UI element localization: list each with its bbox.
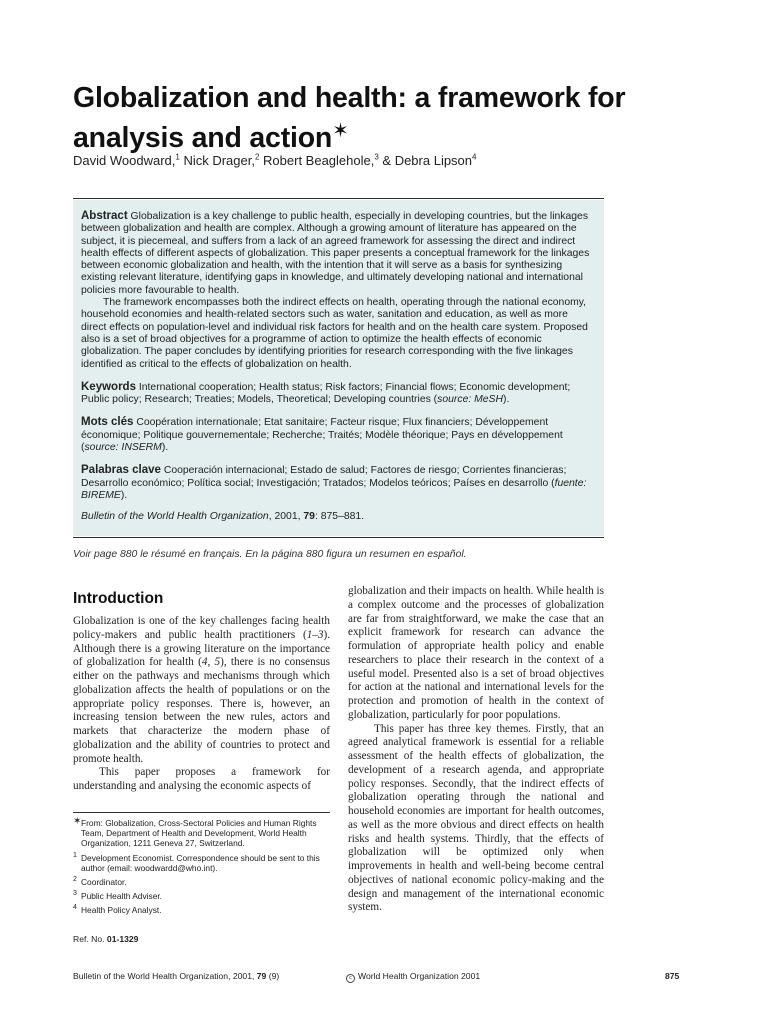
body-column-right: [348, 585, 604, 915]
footnote-mark: ✶: [73, 816, 82, 827]
footer-issue: (9): [266, 971, 280, 981]
keywords-label: Keywords: [81, 380, 136, 393]
abstract-paragraph-2: The framework encompasses both the indirect effects on health, operating through the national economy, household economies and health-related sectors such as water, sanitation and education, as well as more direct effects on population-level and individual risk factors for health and on the health care system. Proposed also is a set of broad objectives for a programme of action to optimize the health effects of economic globalization. The paper concludes by identifying priorities for research corresponding with the five linkages identified as critical to the effects of globalization on health.: [81, 297, 588, 370]
footnote-mark: 2: [73, 876, 77, 884]
author-name: David Woodward,: [73, 153, 176, 169]
keywords-source: source: MeSH: [437, 394, 503, 406]
palabras-clave-end: ).: [120, 489, 128, 501]
citation-journal: Bulletin of the World Health Organization: [81, 511, 269, 523]
author-affiliation-mark: 3: [374, 153, 379, 162]
section-heading-introduction: Introduction: [73, 590, 164, 607]
author-name: Robert Beaglehole,: [259, 153, 375, 169]
intro-paragraph-2-continued: globalization and their impacts on health. While health is a complex outcome and the processes of globalization are far from straightforward, we make the case that an explicit framework for research can advance the formulation of appropriate health policy and enable researchers to place their research in the context of a useful model. Presented also is a set of broad objectives for action at the national and international levels for the protection and promotion of health in the context of globalization, particularly for poor populations.: [348, 585, 604, 721]
author-3: [259, 153, 378, 168]
citation-ref: 4, 5: [201, 656, 221, 669]
footer-volume: 79: [256, 971, 267, 981]
title-star-mark: ✶: [332, 120, 349, 142]
translation-note: Voir page 880 le résumé en français. En la página 880 figura un resumen en español.: [73, 549, 467, 560]
author-affiliation-mark: 1: [175, 153, 180, 162]
intro-paragraph-1: [73, 615, 330, 766]
footnote-text: Public Health Adviser.: [81, 891, 163, 902]
footnote-divider: [73, 812, 330, 813]
author-4: [379, 153, 477, 168]
mots-cles-label: Mots clés: [81, 416, 134, 429]
abstract-box: [73, 200, 604, 536]
footer-journal-text: Bulletin of the World Health Organization, 2001,: [73, 971, 257, 981]
footnote-star: [73, 818, 335, 849]
author-affiliation-mark: 4: [472, 153, 477, 162]
palabras-clave-label: Palabras clave: [81, 464, 161, 477]
abstract-text-1: Globalization is a key challenge to public health, especially in developing countries, but the linkages between globalization and health are complex. Although a growing amount of literature has appeared on the subject, it is piecemeal, and suffers from a lack of an agreed framework for assessing the direct and indirect health effects of different aspects of globalization. This paper presents a conceptual framework for the linkages between economic globalization and health, with the intention that it will serve as a basis for synthesizing existing relevant literature, identifying gaps in knowledge, and ultimately developing national and international policies more favourable to health.: [81, 211, 590, 296]
article-title-text: Globalization and health: a framework for analysis and action: [73, 82, 626, 154]
article-title: [73, 82, 693, 155]
keywords-end: ).: [503, 394, 510, 406]
reference-number: [73, 934, 138, 944]
citation-pages: : 875–881.: [314, 511, 365, 523]
footnote-mark: 3: [73, 890, 77, 898]
footnote-text: From: Globalization, Cross-Sectoral Policies and Human Rights Team, Department of Health and Development, World Health Organization, 1211 Geneva 27, Switzerland.: [81, 818, 317, 849]
abstract-bottom-divider: [73, 537, 604, 538]
footnotes: [73, 818, 335, 920]
intro-text: Globalization is one of the key challenges facing health policy-makers and public health practitioners (: [73, 615, 330, 641]
citation-line: [81, 511, 596, 523]
mots-cles-end: ).: [161, 442, 169, 454]
footnote-4: [73, 905, 335, 915]
mots-cles-text: Coopération internationale; Etat sanitaire; Facteur risque; Flux financiers; Développement économique; Politique gouvernementale; Recherche; Traités; Modèle théorique; Pays en développement (: [81, 417, 563, 454]
mots-cles-block: [81, 416, 596, 454]
intro-text: ), there is no consensus either on the pathways and mechanisms through which globalization affects the health of populations or on the appropriate policy responses. There is, however, an increasing tension between the new rules, actors and markets that characterize the modern phase of globalization and the ability of countries to protect and promote health.: [73, 656, 330, 765]
citation-ref: 1–3: [306, 628, 324, 641]
body-column-left: [73, 615, 330, 794]
author-1: [73, 153, 180, 168]
footnote-mark: 1: [73, 851, 77, 859]
page-number: 875: [665, 971, 680, 981]
intro-paragraph-3: This paper has three key themes. Firstly, that an agreed analytical framework is essential for a reliable assessment of the health effects of globalization, the development of a research agenda, and appropriate policy responses. Secondly, that the indirect effects of globalization operating through the national and household economies are important for health outcomes, as well as the more obvious and direct effects on health risks and health systems. Thirdly, that the effects of globalization will be optimized only when improvements in health and well-being become central objectives of national economic policy-making and the design and management of the international economic system.: [348, 722, 604, 914]
footnote-text: Health Policy Analyst.: [81, 905, 162, 916]
intro-paragraph-2: This paper proposes a framework for understanding and analysing the economic aspects of: [73, 766, 330, 792]
footnote-mark: 4: [73, 904, 77, 912]
abstract-label: Abstract: [81, 210, 128, 222]
ref-label: Ref. No.: [73, 934, 107, 944]
author-list: [73, 150, 693, 169]
keywords-block: [81, 381, 596, 407]
author-name: Nick Drager,: [179, 153, 255, 169]
top-divider: [73, 198, 604, 199]
palabras-clave-source: fuente: BIREME: [81, 477, 587, 501]
abstract-paragraph-1: [81, 210, 596, 297]
footnote-text: Development Economist. Correspondence should be sent to this author (email: woodwardd@who.int).: [81, 852, 320, 873]
footer-copyright: [346, 971, 480, 983]
footnote-2: [73, 877, 335, 887]
footnote-3: [73, 891, 335, 901]
keywords-text: International cooperation; Health status; Risk factors; Financial flows; Economic development; Public policy; Research; Treaties; Models, Theoretical; Developing countries (: [81, 381, 571, 406]
footer-journal: [73, 971, 279, 981]
copyright-icon: c: [346, 974, 355, 983]
author-name: & Debra Lipson: [378, 153, 473, 169]
footnote-text: Coordinator.: [81, 877, 127, 888]
author-2: [180, 153, 260, 168]
author-affiliation-mark: 2: [254, 153, 260, 162]
palabras-clave-text: Cooperación internacional; Estado de salud; Factores de riesgo; Corrientes financieras; Desarrollo económico; Política social; Investigación; Tratados; Modelos teóricos; Países en desarrollo (: [81, 465, 567, 489]
ref-value: 01-1329: [106, 934, 139, 944]
footnote-1: [73, 853, 335, 873]
mots-cles-source: source: INSERM: [84, 442, 162, 454]
citation-volume: 79: [303, 511, 315, 523]
intro-text: ). Although there is a growing literature on the importance of globalization for health (: [73, 628, 330, 669]
footer-copyright-text: World Health Organization 2001: [358, 971, 481, 981]
palabras-clave-block: [81, 464, 596, 502]
citation-year: , 2001,: [268, 511, 304, 523]
